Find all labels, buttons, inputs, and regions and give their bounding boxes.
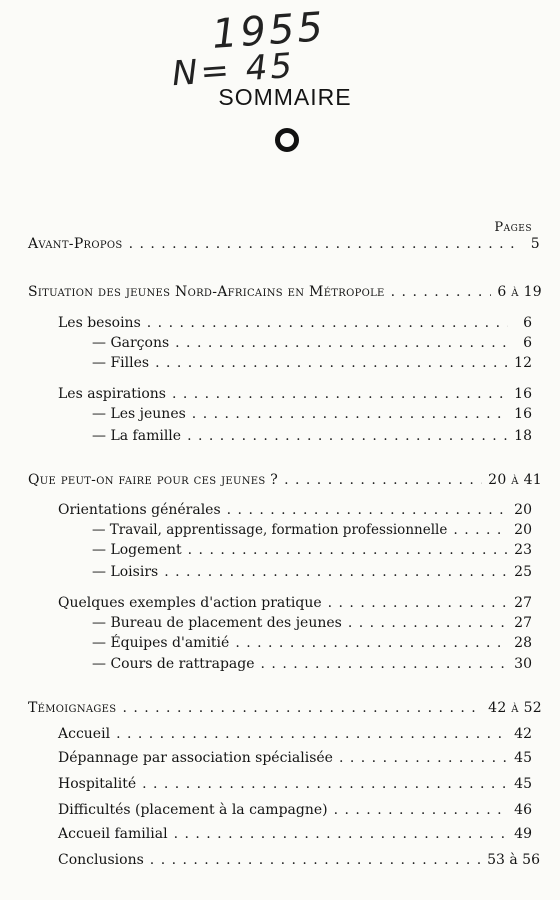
toc-label: — La famille [92, 428, 182, 444]
toc-label: Dépannage par association spécialisée [58, 750, 333, 766]
toc-entry-accueil-familial [58, 824, 532, 844]
toc-entry-depannage [58, 748, 532, 768]
toc-label: Difficultés (placement à la campagne) [58, 802, 328, 818]
toc-label: — Filles [92, 355, 150, 371]
toc-entry-aspirations [58, 384, 532, 404]
toc-label: — Bureau de placement des jeunes [92, 615, 342, 631]
toc-entry-avant-propos [28, 234, 540, 254]
toc-page: 16 [514, 386, 532, 402]
toc-page: 53 à 56 [487, 852, 540, 868]
toc-page: 45 [514, 750, 532, 766]
toc-label: — Garçons [92, 335, 170, 351]
toc-page: 6 à 19 [497, 284, 542, 300]
toc-label: Les besoins [58, 315, 141, 331]
toc-page: 30 [514, 656, 532, 672]
toc-page: 20 à 41 [488, 472, 542, 488]
toc-entry-orientations [58, 500, 532, 520]
toc-page: 20 [514, 502, 532, 518]
toc-entry-filles [92, 353, 532, 373]
pages-column-header: Pages [494, 220, 532, 235]
toc-page: 28 [514, 635, 532, 651]
circle-ornament-icon [275, 128, 299, 152]
toc-page: 49 [514, 826, 532, 842]
toc-label: Quelques exemples d'action pratique [58, 595, 322, 611]
toc-entry-la-famille [92, 426, 532, 446]
toc-page: 27 [514, 615, 532, 631]
toc-entry-garcons [92, 333, 532, 353]
toc-page: 42 à 52 [488, 700, 542, 716]
toc-page: 6 [523, 315, 532, 331]
toc-page: 27 [514, 595, 532, 611]
toc-label: Les aspirations [58, 386, 166, 402]
toc-label: Situation des jeunes Nord-Africains en Métropole [28, 284, 385, 300]
toc-label: — Loisirs [92, 564, 159, 580]
toc-page: 45 [514, 776, 532, 792]
toc-label: Orientations générales [58, 502, 221, 518]
toc-page: 42 [514, 726, 532, 742]
toc-entry-bureau-placement [92, 613, 532, 633]
toc-page: 46 [514, 802, 532, 818]
toc-page: 12 [514, 355, 532, 371]
toc-page: 20 [514, 522, 532, 538]
toc-label: — Les jeunes [92, 406, 186, 422]
toc-label: — Logement [92, 542, 182, 558]
handwritten-number: N= 45 [170, 45, 297, 95]
toc-page: 18 [514, 428, 532, 444]
handwritten-year: 1955 [210, 4, 328, 58]
toc-entry-temoignages [28, 698, 542, 718]
toc-entry-conclusions [58, 850, 540, 870]
toc-entry-travail [92, 520, 532, 540]
toc-label: Accueil familial [58, 826, 168, 842]
toc-entry-que-peut-on-faire [28, 470, 542, 490]
toc-entry-cours-rattrapage [92, 654, 532, 674]
toc-label: — Équipes d'amitié [92, 635, 230, 651]
toc-entry-logement [92, 540, 532, 560]
toc-entry-loisirs [92, 562, 532, 582]
toc-label: — Cours de rattrapage [92, 656, 255, 672]
toc-entry-situation [28, 282, 542, 302]
toc-entry-exemples [58, 593, 532, 613]
toc-page: 25 [514, 564, 532, 580]
toc-label: Hospitalité [58, 776, 137, 792]
toc-page: 6 [523, 335, 532, 351]
page-title: SOMMAIRE [218, 84, 352, 110]
toc-label: Avant-Propos [28, 236, 123, 252]
toc-entry-equipes-amitie [92, 633, 532, 653]
toc-page: 23 [514, 542, 532, 558]
toc-label: Conclusions [58, 852, 144, 868]
toc-label: Accueil [58, 726, 111, 742]
toc-label: — Travail, apprentissage, formation professionnelle [92, 522, 448, 538]
toc-label: Témoignages [28, 700, 117, 716]
toc-entry-les-jeunes [92, 404, 532, 424]
toc-page: 16 [514, 406, 532, 422]
toc-page: 5 [530, 236, 540, 252]
toc-entry-besoins [58, 313, 532, 333]
toc-entry-accueil [58, 724, 532, 744]
toc-entry-hospitalite [58, 774, 532, 794]
toc-label: Que peut-on faire pour ces jeunes ? [28, 472, 279, 488]
toc-entry-difficultes [58, 800, 532, 820]
